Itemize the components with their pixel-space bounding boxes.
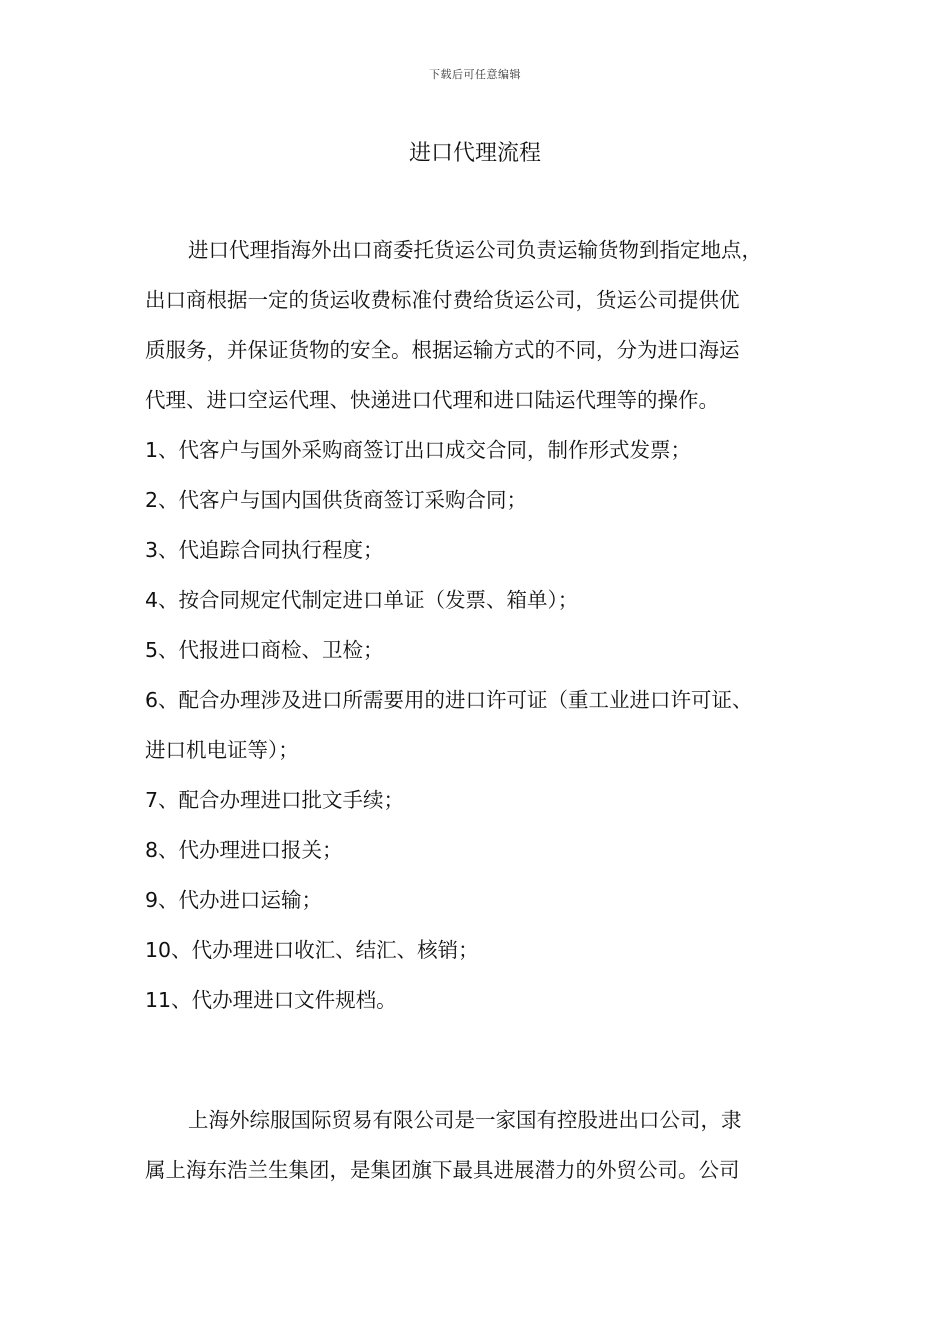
paragraph-line: 出口商根据一定的货运收费标准付费给货运公司，货运公司提供优: [145, 288, 740, 312]
list-item-continuation: 进口机电证等）；: [145, 738, 299, 762]
list-item: 9、代办进口运输；: [145, 888, 323, 912]
list-item: 3、代追踪合同执行程度；: [145, 538, 384, 562]
list-item: 7、配合办理进口批文手续；: [145, 788, 405, 812]
list-item: 6、配合办理涉及进口所需要用的进口许可证（重工业进口许可证、: [145, 688, 753, 712]
paragraph-line: 代理、进口空运代理、快递进口代理和进口陆运代理等的操作。: [145, 388, 719, 412]
paragraph-line: 属上海东浩兰生集团，是集团旗下最具进展潜力的外贸公司。公司: [145, 1158, 740, 1182]
list-item: 11、代办理进口文件规档。: [145, 988, 397, 1012]
paragraph-line: 上海外综服国际贸易有限公司是一家国有控股进出口公司，隶: [188, 1108, 742, 1132]
header-note: 下载后可任意编辑: [429, 68, 521, 81]
list-item: 2、代客户与国内国供货商签订采购合同；: [145, 488, 528, 512]
list-item: 5、代报进口商检、卫检；: [145, 638, 384, 662]
list-item: 4、按合同规定代制定进口单证（发票、箱单）；: [145, 588, 579, 612]
list-item: 10、代办理进口收汇、结汇、核销；: [145, 938, 479, 962]
intro-paragraph: [145, 225, 835, 425]
document-title: 进口代理流程: [408, 141, 541, 166]
list-item: 1、代客户与国外采购商签订出口成交合同，制作形式发票；: [145, 438, 692, 462]
steps-list: [145, 425, 835, 1025]
paragraph-line: 进口代理指海外出口商委托货运公司负责运输货物到指定地点，: [188, 238, 762, 262]
company-paragraph: [145, 1095, 835, 1195]
list-item: 8、代办理进口报关；: [145, 838, 343, 862]
paragraph-line: 质服务，并保证货物的安全。根据运输方式的不同，分为进口海运: [145, 338, 740, 362]
